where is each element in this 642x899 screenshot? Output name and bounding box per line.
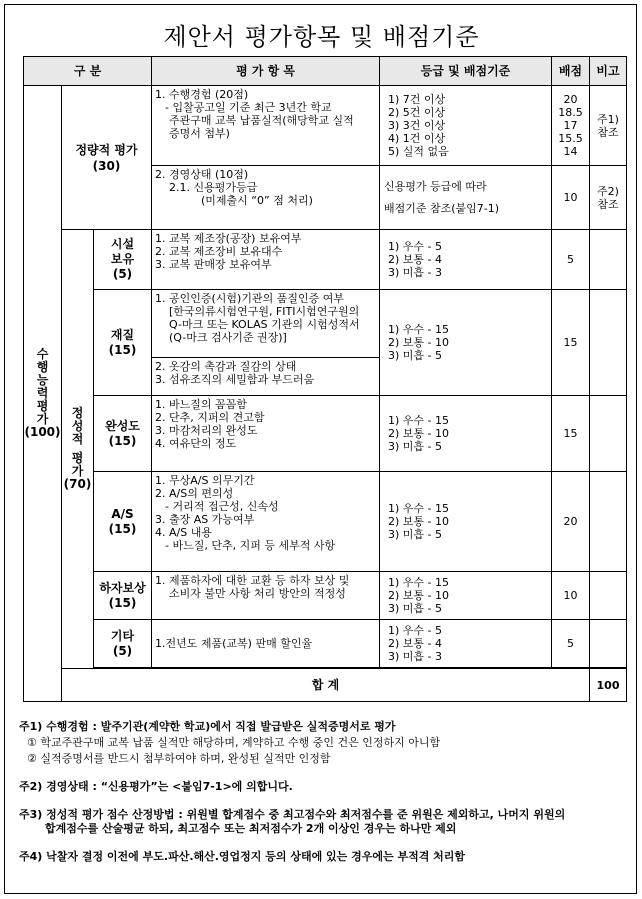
- score-material: 15: [552, 290, 590, 396]
- capability-label: 수 행 능 력 평 가 (100): [24, 86, 62, 702]
- cat-as: A/S (15): [94, 472, 152, 572]
- cat-defect: 하자보상 (15): [94, 572, 152, 620]
- note-2: 주2) 경영상태 : “신용평가”는 <붙임7-1>에 의합니다.: [19, 780, 293, 793]
- note-3-continued: 합계점수를 산술평균 하되, 최고점수 또는 최저점수가 2개 이상인 경우는 하나만 제외: [45, 822, 457, 835]
- note-1b: ② 실적증명서를 반드시 첨부하여야 하며, 완성된 실적만 인정함: [27, 752, 331, 765]
- grades-material: 1) 우수 - 15 2) 보통 - 10 3) 미흡 - 5: [380, 290, 552, 396]
- table-header-row: [24, 57, 627, 86]
- table-row: [24, 472, 627, 572]
- grades-completeness: 1) 우수 - 15 2) 보통 - 10 3) 미흡 - 5: [380, 396, 552, 472]
- note-4: 주4) 낙찰자 결정 이전에 부도.파산.해산.영업정지 등의 상태에 있는 경우에는 부적격 처리함: [19, 850, 466, 863]
- document-title: 제안서 평가항목 및 배점기준: [163, 23, 480, 51]
- header-gubun: 구 분: [24, 57, 152, 86]
- quant-grades-2: 신용평가 등급에 따라 배점기준 참조(붙임7-1): [380, 166, 552, 230]
- items-defect: 1. 제품하자에 대한 교환 등 하자 보상 및 소비자 불만 사항 처리 방안의 적정성: [152, 572, 380, 620]
- score-facility: 5: [552, 230, 590, 290]
- table-row: [24, 620, 627, 668]
- cat-material: 재질 (15): [94, 290, 152, 396]
- remark-facility: [590, 230, 627, 290]
- quant-grades-1: 1) 7건 이상 2) 5건 이상 3) 3건 이상 4) 1건 이상 5) 실적 없음: [380, 86, 552, 166]
- evaluation-table: [23, 56, 627, 702]
- grades-as: 1) 우수 - 15 2) 보통 - 10 3) 미흡 - 5: [380, 472, 552, 572]
- grades-etc: 1) 우수 - 5 2) 보통 - 4 3) 미흡 - 3: [380, 620, 552, 668]
- remark-etc: [590, 620, 627, 668]
- header-grade: 등급 및 배점기준: [380, 57, 552, 86]
- header-remark: 비고: [590, 57, 627, 86]
- total-label: 합 계: [62, 669, 590, 702]
- quant-score-2: 10: [552, 166, 590, 230]
- document-page: [4, 4, 637, 894]
- qual-label: 정 성 적 평 가 (70): [62, 230, 94, 669]
- score-defect: 10: [552, 572, 590, 620]
- notes-section: [19, 720, 631, 864]
- items-material-2: 2. 옷감의 촉감과 질감의 상태 3. 섬유조직의 세밀함과 부드러움: [152, 358, 380, 396]
- note-1: 주1) 수행경험 : 발주기관(계약한 학교)에서 직접 발급받은 실적증명서로 평가: [19, 720, 396, 733]
- table-row: [24, 572, 627, 620]
- items-completeness: 1. 바느질의 꼼꼼함 2. 단추, 지퍼의 견고함 3. 마감처리의 완성도 4. 여유단의 정도: [152, 396, 380, 472]
- table-row: [24, 290, 627, 358]
- total-row: [24, 669, 627, 702]
- note-1a: ① 학교주관구매 교복 납품 실적만 해당하며, 계약하고 수행 중인 건은 인정하지 아니함: [27, 736, 441, 749]
- cat-completeness: 완성도 (15): [94, 396, 152, 472]
- remark-defect: [590, 572, 627, 620]
- cat-facility: 시설 보유 (5): [94, 230, 152, 290]
- table-row: [24, 86, 627, 166]
- remark-completeness: [590, 396, 627, 472]
- items-material-1: 1. 공인인증(시험)기관의 품질인증 여부 [한국의류시험연구원, FITI시험연구원의 Q-마크 또는 KOLAS 기관의 시험성적서 (Q-마크 검사기준 권장)]: [152, 290, 380, 358]
- quant-scores-1: 20 18.5 17 15.5 14: [552, 86, 590, 166]
- items-etc: 1.전년도 제품(교복) 판매 할인율: [152, 620, 380, 668]
- remark-as: [590, 472, 627, 572]
- score-as: 20: [552, 472, 590, 572]
- header-items: 평 가 항 목: [152, 57, 380, 86]
- items-facility: 1. 교복 제조장(공장) 보유여부 2. 교복 제조장비 보유대수 3. 교복 판매장 보유여부: [152, 230, 380, 290]
- table-row: [24, 230, 627, 290]
- header-score: 배점: [552, 57, 590, 86]
- cat-etc: 기타 (5): [94, 620, 152, 668]
- note-3: 주3) 정성적 평가 점수 산정방법 : 위원별 합계점수 중 최고점수와 최저점수를 준 위원은 제외하고, 나머지 위원의: [19, 808, 566, 821]
- quant-label: 정량적 평가 (30): [62, 86, 152, 230]
- remark-material: [590, 290, 627, 396]
- grades-facility: 1) 우수 - 5 2) 보통 - 4 3) 미흡 - 3: [380, 230, 552, 290]
- quant-items-2: 2. 경영상태 (10점) 2.1. 신용평가등급 (미제출시 “0” 점 처리): [152, 166, 380, 230]
- quant-remark-2: 주2) 참조: [590, 166, 627, 230]
- score-completeness: 15: [552, 396, 590, 472]
- quant-items-1: 1. 수행경험 (20점) - 입찰공고일 기준 최근 3년간 학교 주관구매 교복 납품실적(해당학교 실적 증명서 첨부): [152, 86, 380, 166]
- quant-remark-1: 주1) 참조: [590, 86, 627, 166]
- items-as: 1. 무상A/S 의무기간 2. A/S의 편의성 - 거리적 접근성, 신속성 3. 출장 AS 가능여부 4. A/S 내용 - 바느질, 단추, 지퍼 등 세부적 사항: [152, 472, 380, 572]
- score-etc: 5: [552, 620, 590, 668]
- table-row: [24, 396, 627, 472]
- total-score: 100: [590, 669, 627, 702]
- grades-defect: 1) 우수 - 15 2) 보통 - 10 3) 미흡 - 5: [380, 572, 552, 620]
